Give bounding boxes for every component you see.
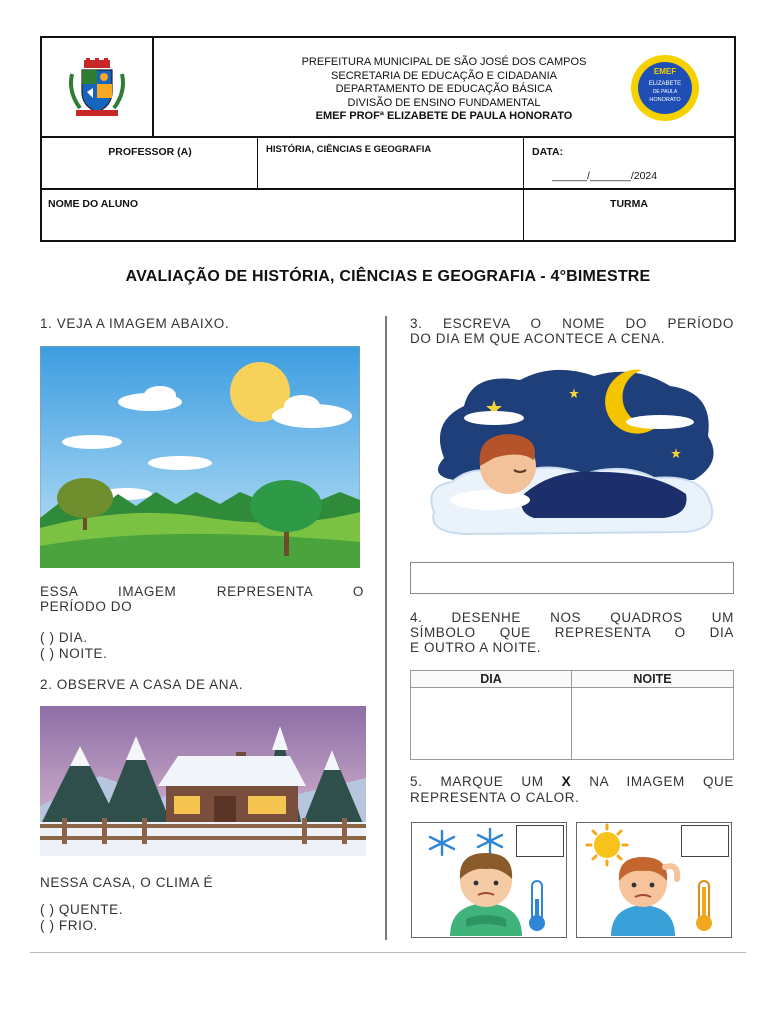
page-bottom-rule [30, 952, 746, 953]
cold-answer-checkbox[interactable] [516, 825, 564, 857]
school-logo-text-2: DE PAULA [652, 89, 678, 95]
school-logo-text-emef: EMEF [653, 67, 677, 76]
school-logo-icon [630, 54, 700, 122]
q3-title-line1: 3. ESCREVA O NOME DO PERÍODO [410, 316, 734, 331]
date-cell[interactable] [524, 138, 734, 190]
snowflake-icon [430, 829, 502, 855]
institution-line-secretaria: SECRETARIA DE EDUCAÇÃO E CIDADANIA [331, 69, 557, 82]
institution-line-school: EMEF PROFª ELIZABETE DE PAULA HONORATO [315, 110, 573, 122]
draw-table-header-night: NOITE [572, 671, 733, 688]
school-logo-text-3: HONORATO [649, 97, 681, 103]
cold-option-card[interactable] [411, 822, 567, 938]
class-cell[interactable] [524, 190, 734, 240]
draw-cell-night[interactable] [572, 688, 733, 759]
q1-statement-line2: PERÍODO DO [40, 599, 133, 614]
date-blank[interactable]: ______/_______/2024 [552, 170, 658, 182]
draw-cell-day[interactable] [411, 688, 572, 759]
professor-label: PROFESSOR (A) [108, 146, 192, 158]
date-label: DATA: [532, 146, 564, 158]
q1-statement-line1: ESSA IMAGEM REPRESENTA O [40, 584, 364, 599]
q1-option-day[interactable]: ( ) DIA. [40, 630, 88, 645]
day-scene-image [40, 346, 360, 568]
q5-title-line2: REPRESENTA O CALOR. [410, 790, 580, 805]
column-divider [385, 316, 387, 940]
q3-answer-box[interactable] [410, 562, 734, 594]
page-title: AVALIAÇÃO DE HISTÓRIA, CIÊNCIAS E GEOGRAFIA - 4°BIMESTRE [125, 268, 651, 285]
student-name-cell[interactable] [42, 190, 524, 240]
institution-line-departamento: DEPARTAMENTO DE EDUCAÇÃO BÁSICA [335, 83, 553, 95]
q4-title-line3: E OUTRO A NOITE. [410, 640, 542, 655]
q4-title-line2: SÍMBOLO QUE REPRESENTA O DIA [410, 625, 734, 640]
q3-title-line2: DO DIA EM QUE ACONTECE A CENA. [410, 331, 666, 346]
institution-line-prefeitura: PREFEITURA MUNICIPAL DE SÃO JOSÉ DOS CAMPOS [301, 56, 587, 68]
sleeping-boy-night-image [424, 362, 720, 548]
crest-cell [42, 38, 154, 138]
q2-option-hot[interactable]: ( ) QUENTE. [40, 902, 124, 917]
draw-table [410, 670, 734, 760]
hot-option-card[interactable] [576, 822, 732, 938]
institution-line-divisao: DIVISÃO DE ENSINO FUNDAMENTAL [347, 96, 541, 109]
professor-cell[interactable] [42, 138, 258, 190]
q1-option-night[interactable]: ( ) NOITE. [40, 646, 108, 661]
city-crest-icon [68, 58, 126, 118]
q5-title-suffix: NA IMAGEM QUE [571, 774, 734, 789]
q4-title-line1: 4. DESENHE NOS QUADROS UM [410, 610, 734, 625]
draw-table-header-day: DIA [411, 671, 572, 688]
student-name-label: NOME DO ALUNO [48, 198, 139, 210]
q5-title-line1 [410, 774, 734, 789]
institution-cell [154, 38, 734, 138]
winter-house-image [40, 706, 366, 856]
q2-option-cold[interactable]: ( ) FRIO. [40, 918, 98, 933]
subjects-cell [258, 138, 524, 190]
q5-title-prefix: 5. MARQUE UM [410, 774, 562, 789]
q5-x-mark: X [561, 774, 572, 789]
school-logo-text-1: ELIZABETE [648, 81, 682, 87]
hot-answer-checkbox[interactable] [681, 825, 729, 857]
q1-title: 1. VEJA A IMAGEM ABAIXO. [40, 316, 230, 331]
class-label: TURMA [610, 198, 648, 210]
q2-statement: NESSA CASA, O CLIMA É [40, 875, 214, 890]
header-table [40, 36, 736, 242]
sun-icon [587, 825, 627, 865]
subjects-label: HISTÓRIA, CIÊNCIAS E GEOGRAFIA [266, 144, 432, 155]
q2-title: 2. OBSERVE A CASA DE ANA. [40, 677, 244, 692]
